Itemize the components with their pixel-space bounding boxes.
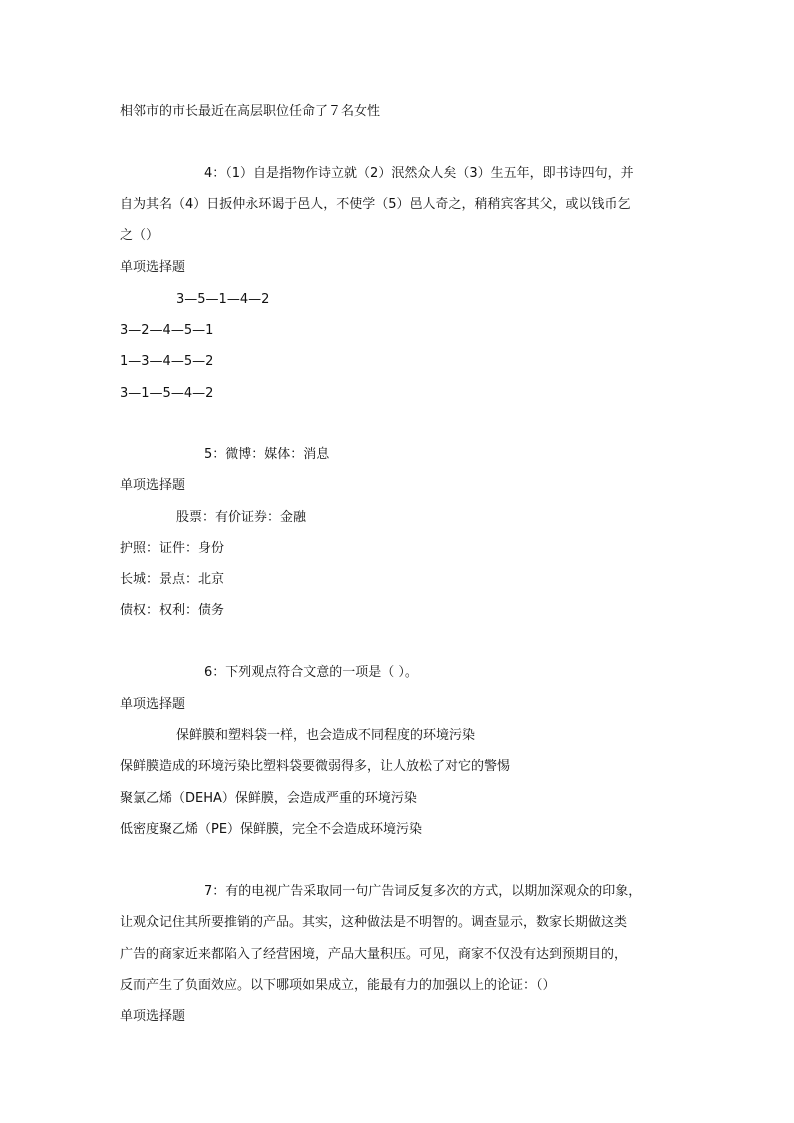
question-5-option-c[interactable]: 长城：景点：北京 — [120, 572, 225, 587]
question-4-option-c[interactable]: 1—3—4—5—2 — [120, 354, 214, 369]
question-7-line-2: 让观众记住其所要推销的产品。其实，这种做法是不明智的。调查显示，数家长期做这类 — [120, 915, 628, 930]
question-7-line-4: 反而产生了负面效应。以下哪项如果成立，能最有力的加强以上的论证：（） — [120, 978, 556, 993]
question-5-option-b[interactable]: 护照：证件：身份 — [120, 541, 225, 556]
intro-line: 相邻市的市长最近在高层职位任命了７名女性 — [120, 104, 381, 119]
question-6-option-a[interactable]: 保鲜膜和塑料袋一样，也会造成不同程度的环境污染 — [176, 728, 476, 743]
question-6-type: 单项选择题 — [120, 697, 186, 712]
question-4-number: 4： — [204, 166, 226, 181]
question-4-option-b[interactable]: 3—2—4—5—1 — [120, 323, 214, 338]
question-5-option-d[interactable]: 债权：权利：债务 — [120, 603, 225, 618]
question-4-option-a[interactable]: 3—5—1—4—2 — [176, 292, 270, 307]
question-6-option-b[interactable]: 保鲜膜造成的环境污染比塑料袋要微弱得多，让人放松了对它的警惕 — [120, 759, 511, 774]
question-6-option-c[interactable]: 聚氯乙烯（DEHA）保鲜膜，会造成严重的环境污染 — [120, 791, 417, 806]
question-7-type: 单项选择题 — [120, 1009, 186, 1024]
question-4-option-d[interactable]: 3—1—5—4—2 — [120, 386, 214, 401]
question-5-number: 5： — [204, 447, 226, 462]
question-5-option-a[interactable]: 股票：有价证券：金融 — [176, 510, 307, 525]
question-6-line-1: 6：下列观点符合文意的一项是（ ）。 — [204, 665, 418, 680]
question-4-type: 单项选择题 — [120, 260, 186, 275]
question-4-line-2: 自为其名（4）日扳仲永环谒于邑人，不使学（5）邑人奇之，稍稍宾客其父，或以钱币乞 — [120, 197, 631, 212]
question-7-line-3: 广告的商家近来都陷入了经营困境，产品大量积压。可见，商家不仅没有达到预期目的， — [120, 947, 628, 962]
question-6-option-d[interactable]: 低密度聚乙烯（PE）保鲜膜，完全不会造成环境污染 — [120, 822, 423, 837]
question-5-type: 单项选择题 — [120, 478, 186, 493]
question-4-line-1: 4：（1）自是指物作诗立就（2）泯然众人矣（3）生五年，即书诗四句，并 — [204, 166, 634, 181]
question-5-line-1: 5：微博：媒体：消息 — [204, 447, 330, 462]
question-7-line-1: 7：有的电视广告采取同一句广告词反复多次的方式，以期加深观众的印象， — [204, 884, 642, 899]
question-7-number: 7： — [204, 884, 226, 899]
question-6-number: 6： — [204, 665, 226, 680]
question-4-line-3: 之（） — [120, 228, 160, 243]
